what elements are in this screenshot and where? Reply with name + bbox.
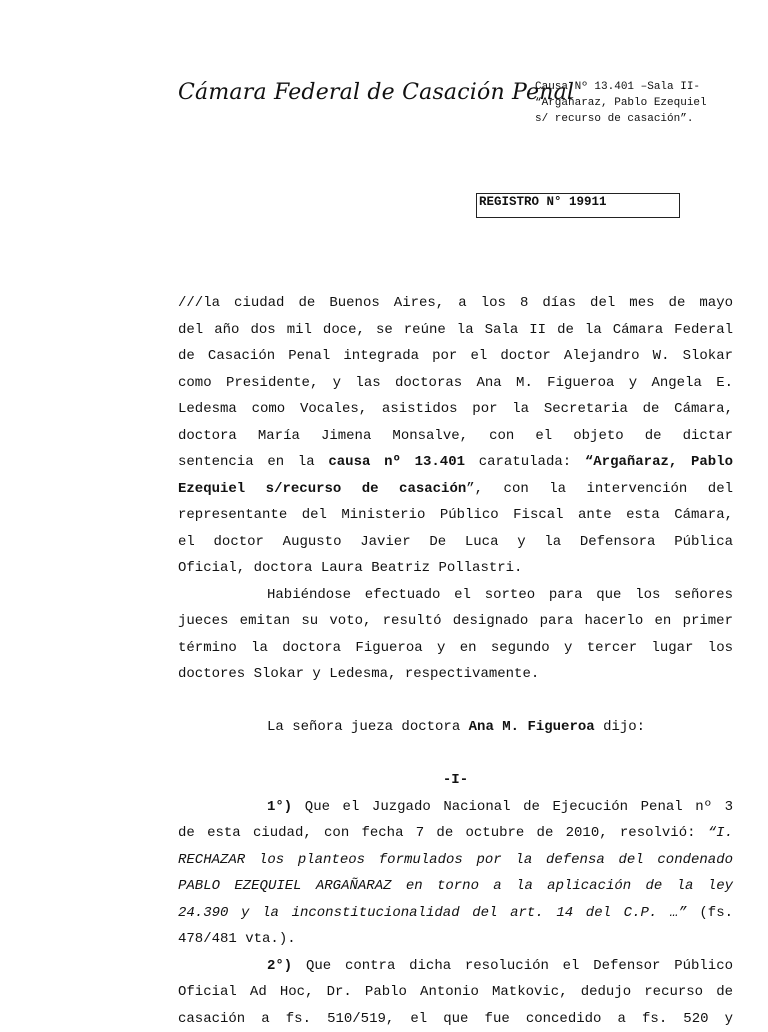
document-body <box>178 290 733 1032</box>
text-line <box>178 953 733 980</box>
text-line: del año dos mil doce, se reúne la Sala II de la Cámara Federal <box>178 317 733 344</box>
text-line <box>178 820 733 847</box>
text-line <box>178 449 733 476</box>
case-ref-line: “Argañaraz, Pablo Ezequiel <box>535 95 707 111</box>
text-line: Ledesma como Vocales, asistidos por la Secretaria de Cámara, <box>178 396 733 423</box>
quoted-text: “I. <box>708 825 733 841</box>
text-run: caratulada: <box>465 454 585 470</box>
case-ref-line: s/ recurso de casación”. <box>535 111 707 127</box>
text-line <box>178 873 733 900</box>
case-reference <box>535 79 707 127</box>
court-title: Cámara Federal de Casación Penal <box>178 80 574 105</box>
section-heading: -I- <box>178 767 733 794</box>
case-ref-line: Causa Nº 13.401 –Sala II- <box>535 79 707 95</box>
text-line: doctora María Jimena Monsalve, con el objeto de dictar <box>178 423 733 450</box>
quoted-text: PABLO EZEQUIEL ARGAÑARAZ en torno a la aplicación de la ley <box>178 878 733 894</box>
item-number: 1°) <box>267 799 292 815</box>
item-number: 2°) <box>267 958 292 974</box>
text-line <box>178 476 733 503</box>
text-line: jueces emitan su voto, resultó designado para hacerlo en primer <box>178 608 733 635</box>
text-run: sentencia en la <box>178 454 328 470</box>
text-line: representante del Ministerio Público Fiscal ante esta Cámara, <box>178 502 733 529</box>
text-line <box>178 714 733 741</box>
judge-name: Ana M. Figueroa <box>469 719 595 735</box>
text-line: Habiéndose efectuado el sorteo para que los señores <box>178 582 733 609</box>
text-line: casación a fs. 510/519, el que fue concedido a fs. 520 y <box>178 1006 733 1032</box>
text-line: ///la ciudad de Buenos Aires, a los 8 días del mes de mayo <box>178 290 733 317</box>
text-run: ”, con la intervención del <box>466 481 733 497</box>
text-run: dijo: <box>595 719 645 735</box>
case-number: causa nº 13.401 <box>328 454 465 470</box>
text-line <box>178 900 733 927</box>
text-run: de esta ciudad, con fecha 7 de octubre de 2010, resolvió: <box>178 825 708 841</box>
text-line: término la doctora Figueroa y en segundo y tercer lugar los <box>178 635 733 662</box>
text-line: Oficial, doctora Laura Beatriz Pollastri. <box>178 555 733 582</box>
case-caption: “Argañaraz, Pablo <box>585 454 733 470</box>
text-line: el doctor Augusto Javier De Luca y la Defensora Pública <box>178 529 733 556</box>
text-run: Que el Juzgado Nacional de Ejecución Penal nº 3 <box>292 799 733 815</box>
text-line <box>178 847 733 874</box>
text-run: (fs. <box>687 905 733 921</box>
text-run: La señora jueza doctora <box>267 719 469 735</box>
registro-box: REGISTRO N° 19911 <box>476 193 680 218</box>
text-run: Que contra dicha resolución el Defensor Público <box>292 958 733 974</box>
quoted-text: 24.390 y la inconstitucionalidad del art. 14 del C.P. …” <box>178 905 687 921</box>
text-line: 478/481 vta.). <box>178 926 733 953</box>
text-line: como Presidente, y las doctoras Ana M. Figueroa y Angela E. <box>178 370 733 397</box>
case-caption: Ezequiel s/recurso de casación <box>178 481 466 497</box>
text-line: doctores Slokar y Ledesma, respectivamente. <box>178 661 733 688</box>
text-line: Oficial Ad Hoc, Dr. Pablo Antonio Matkovic, dedujo recurso de <box>178 979 733 1006</box>
quoted-text: RECHAZAR los planteos formulados por la defensa del condenado <box>178 852 733 868</box>
text-line: de Casación Penal integrada por el doctor Alejandro W. Slokar <box>178 343 733 370</box>
text-line <box>178 794 733 821</box>
